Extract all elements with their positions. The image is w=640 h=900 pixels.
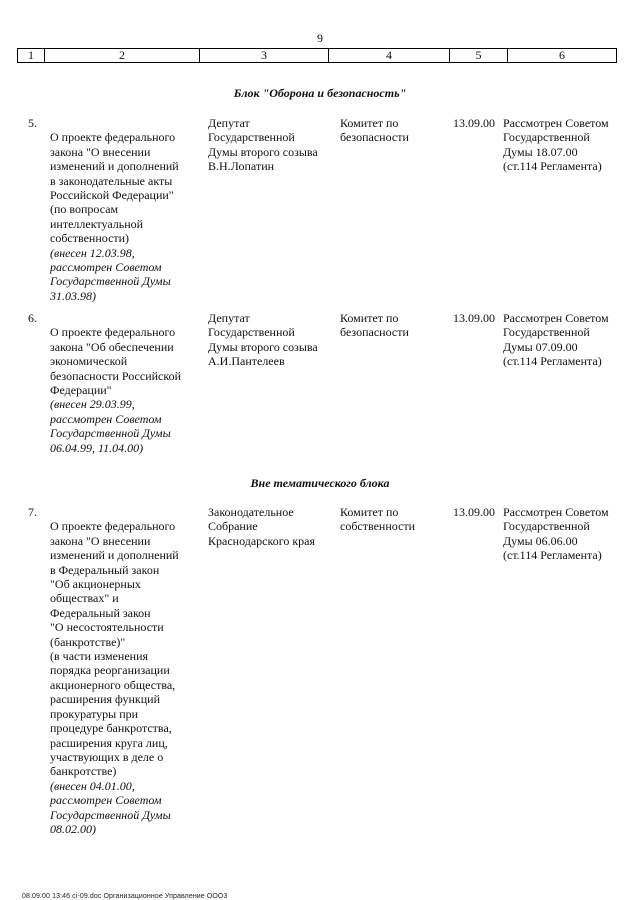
column-number-header xyxy=(17,48,617,63)
item-date: 13.09.00 xyxy=(453,505,495,519)
item-submission-note: (внесен 29.03.99, рассмотрен Советом Государственной Думы 06.04.99, 11.04.00) xyxy=(50,397,171,455)
item-date: 13.09.00 xyxy=(453,311,495,325)
item-initiator: Депутат Государственной Думы второго созыва В.Н.Лопатин xyxy=(208,116,318,174)
section-heading-outside: Вне тематического блока xyxy=(250,476,390,490)
column-number-5: 5 xyxy=(450,49,508,63)
item-title xyxy=(50,505,202,851)
item-initiator: Законодательное Собрание Краснодарского края xyxy=(208,505,316,548)
item-title-text: О проекте федерального закона "О внесении изменений и дополнений в законодательные акты Российской Федерации" (по вопросам интеллектуальной собственности) xyxy=(50,130,179,246)
section-heading-defense: Блок "Оборона и безопасность" xyxy=(233,86,407,100)
column-number-3: 3 xyxy=(200,49,329,63)
item-title xyxy=(50,311,202,469)
item-date: 13.09.00 xyxy=(453,116,495,130)
document-footer: 08.09.00 13:46 ci-09.doc Организационное Управление ООО3 xyxy=(22,893,228,900)
column-number-1: 1 xyxy=(18,49,45,63)
item-number: 6. xyxy=(28,311,37,325)
item-committee: Комитет по собственности xyxy=(340,505,416,534)
item-submission-note: (внесен 12.03.98, рассмотрен Советом Государственной Думы 31.03.98) xyxy=(50,245,171,303)
item-title-text: О проекте федерального закона "Об обеспечении экономической безопасности Российской Федерации" xyxy=(50,325,182,398)
item-status: Рассмотрен Советом Государственной Думы 07.09.00 (ст.114 Регламента) xyxy=(503,311,609,369)
item-title xyxy=(50,116,202,318)
page-number: 9 xyxy=(317,31,323,45)
item-title-text: О проекте федерального закона "О внесении изменений и дополнений в Федеральный закон "Об акционерных обществах" и Федеральный закон "О несостоятельности (банкротстве)" (в части изменения порядка реорганизации акционерного общества, расширения функций прокуратуры при процедуре банкротства, расширения круга лиц, участвующих в деле о банкротстве) xyxy=(50,519,179,779)
column-number-6: 6 xyxy=(508,49,617,63)
column-number-2: 2 xyxy=(45,49,200,63)
item-committee: Комитет по безопасности xyxy=(340,116,409,145)
column-number-4: 4 xyxy=(329,49,450,63)
item-number: 5. xyxy=(28,116,37,130)
item-initiator: Депутат Государственной Думы второго созыва А.И.Пантелеев xyxy=(208,311,318,369)
item-status: Рассмотрен Советом Государственной Думы 18.07.00 (ст.114 Регламента) xyxy=(503,116,609,174)
item-number: 7. xyxy=(28,505,37,519)
item-status: Рассмотрен Советом Государственной Думы 06.06.00 (ст.114 Регламента) xyxy=(503,505,609,563)
item-committee: Комитет по безопасности xyxy=(340,311,409,340)
item-submission-note: (внесен 04.01.00, рассмотрен Советом Государственной Думы 08.02.00) xyxy=(50,778,171,836)
